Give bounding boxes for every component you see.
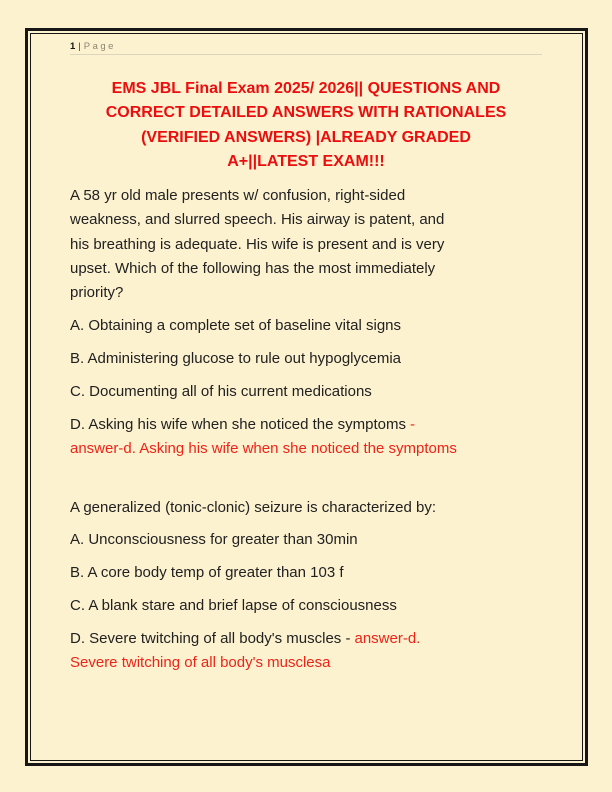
answer-marker: - <box>410 415 415 433</box>
option-text-line: C. Documenting all of his current medications <box>70 382 372 400</box>
answer-marker: answer-d. <box>354 629 421 647</box>
page-content <box>31 34 582 675</box>
question-text-line: weakness, and slurred speech. His airway is patent, and <box>70 211 445 229</box>
page-border-inner-line <box>30 33 583 761</box>
title-line: (VERIFIED ANSWERS) |ALREADY GRADED <box>141 128 471 146</box>
question-text-line: priority? <box>70 284 124 302</box>
question-1-option-c <box>70 380 542 404</box>
document-title <box>70 77 542 174</box>
question-1-stem <box>70 184 542 305</box>
question-2-option-b <box>70 561 542 585</box>
option-d-text: D. Severe twitching of all body's muscles - <box>70 629 351 647</box>
question-1-option-b <box>70 347 542 371</box>
option-text-line: A. Obtaining a complete set of baseline vital signs <box>70 317 402 335</box>
question-spacer <box>70 470 542 496</box>
question-text-line: upset. Which of the following has the most immediately <box>70 260 436 278</box>
question-1-option-a <box>70 314 542 338</box>
answer-text-line: Severe twitching of all body's musclesa <box>70 654 331 672</box>
page-number: 1 <box>70 41 76 52</box>
page-word: Page <box>83 41 116 52</box>
document-body <box>70 184 542 675</box>
question-text-line: his breathing is adequate. His wife is present and is very <box>70 235 445 253</box>
title-line: EMS JBL Final Exam 2025/ 2026|| QUESTIONS AND <box>111 80 501 97</box>
page-header <box>70 40 542 55</box>
option-text-line <box>70 413 542 437</box>
question-1-option-d <box>70 413 542 462</box>
question-text-line: A 58 yr old male presents w/ confusion, right-sided <box>70 187 406 205</box>
question-2-option-c <box>70 594 542 618</box>
option-text-line: B. A core body temp of greater than 103 f <box>70 564 344 582</box>
title-line: A+||LATEST EXAM!!! <box>227 152 385 170</box>
question-text-line: A generalized (tonic-clonic) seizure is characterized by: <box>70 498 436 516</box>
answer-text-line: answer-d. Asking his wife when she noticed the symptoms <box>70 439 457 457</box>
title-line: CORRECT DETAILED ANSWERS WITH RATIONALES <box>105 104 507 122</box>
page-border-frame <box>25 28 588 766</box>
option-text-line: B. Administering glucose to rule out hypoglycemia <box>70 349 402 367</box>
page-number-separator: | <box>78 41 81 52</box>
question-2-option-a <box>70 528 542 552</box>
option-text-line: C. A blank stare and brief lapse of consciousness <box>70 597 397 615</box>
option-text-line: A. Unconsciousness for greater than 30min <box>70 531 358 549</box>
option-text-line <box>70 627 542 651</box>
question-2-stem <box>70 496 542 520</box>
option-d-text: D. Asking his wife when she noticed the symptoms <box>70 415 406 433</box>
question-2-option-d <box>70 627 542 676</box>
